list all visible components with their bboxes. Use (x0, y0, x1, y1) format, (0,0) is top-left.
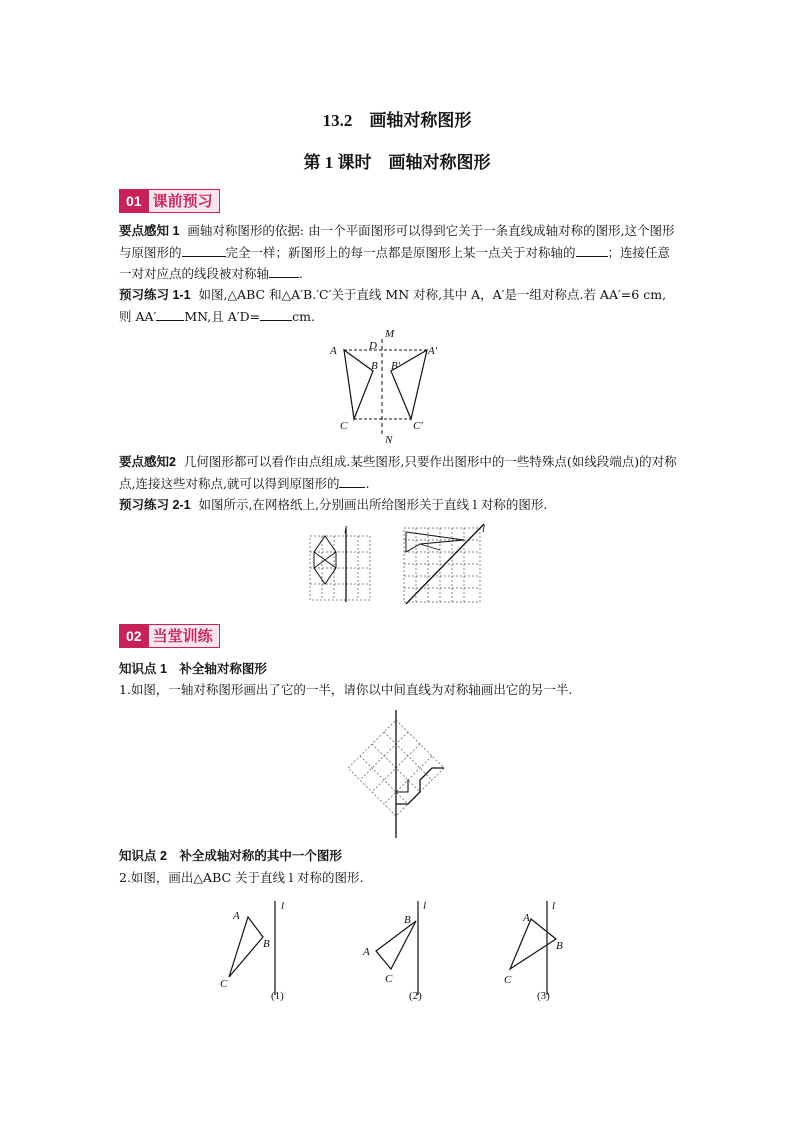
triangle-case-3 (504, 900, 563, 1002)
label-c-1: C (220, 978, 228, 990)
label-n: N (385, 434, 393, 446)
figure-three-triangles (215, 895, 595, 1005)
exercise-2-1-text: 如图所示,在网格纸上,分别画出所给图形关于直线 l 对称的图形. (198, 497, 548, 512)
label-l-1: l (281, 900, 285, 912)
answer-blank[interactable] (260, 308, 292, 321)
section-title: 13.2 画轴对称图形 (322, 111, 472, 130)
key-point-2 (119, 451, 677, 494)
label-c-3: C (504, 974, 512, 986)
section-badge-practice (119, 624, 220, 648)
triangle-1 (229, 917, 263, 977)
figure-diamond-grid (339, 708, 451, 840)
section-number: 02 (119, 624, 149, 648)
exercise-1-1-text-a: 如图,△ABC 和△A′B.′C′关于直线 MN 对称,其中 A，A′是一组对称点.若 AA′=6 cm,则 AA′ (119, 287, 667, 324)
label-b-prime: B′ (391, 360, 401, 372)
caption-1: (1) (271, 990, 284, 1002)
label-a-2: A (363, 946, 370, 958)
key-point-1-text-a: 画轴对称图形的依据: 由一个平面图形可以得到它关于一条直线成轴对称的图形,这个图形与原图形的 (119, 223, 675, 260)
key-point-1-text-c: ；连接任意一对对应点的线段被对称轴 (119, 245, 671, 281)
triangle-2 (376, 921, 416, 969)
label-a: A (330, 345, 337, 357)
knowledge-point-2: 知识点 2 补全成轴对称的其中一个图形 (119, 849, 342, 863)
label-l-right: l (482, 523, 486, 535)
arrow-inner-line (420, 544, 440, 550)
answer-blank[interactable] (339, 475, 365, 488)
label-b-2: B (404, 914, 411, 926)
label-b-1: B (263, 938, 270, 950)
label-a-prime: A′ (428, 345, 438, 357)
exercise-1-1 (119, 284, 677, 327)
answer-blank[interactable] (576, 244, 608, 257)
arrow-shape (406, 532, 464, 552)
half-shape (396, 768, 444, 804)
answer-blank[interactable] (182, 244, 226, 257)
caption-3: (3) (537, 990, 550, 1002)
key-point-2-text: 几何图形都可以看作由点组成.某些图形,只要作出图形中的一些特殊点(如线段端点)的对称点,连接这些对称点,就可以得到原图形的 (119, 454, 677, 491)
exercise-1-1-label: 预习练习 1-1 (119, 288, 191, 302)
section-label: 课前预习 (149, 189, 220, 213)
label-a-1: A (233, 910, 240, 922)
exercise-1-1-text-c: cm. (292, 309, 315, 324)
exercise-2-1-label: 预习练习 2-1 (119, 498, 191, 512)
label-b: B (371, 360, 378, 372)
knowledge-point-1: 知识点 1 补全轴对称图形 (119, 662, 267, 676)
label-c-prime: C′ (413, 420, 423, 432)
section-label: 当堂训练 (149, 624, 220, 648)
triangle-3 (510, 919, 556, 969)
label-d: D (369, 340, 377, 352)
key-point-1-text-b: 完全一样；新图形上的每一点都是原图形上某一点关于对称轴的 (225, 245, 576, 260)
period: . (299, 266, 303, 281)
label-l-2: l (423, 900, 427, 912)
answer-blank[interactable] (156, 308, 184, 321)
answer-blank[interactable] (269, 265, 299, 278)
section-badge-preview (119, 189, 220, 213)
triangle-case-2 (362, 900, 426, 1002)
key-point-1-label: 要点感知 1 (119, 224, 180, 238)
label-b-3: B (556, 940, 563, 952)
label-l-3: l (552, 900, 556, 912)
triangle-case-1 (220, 900, 284, 1002)
figure-grid-drawings (308, 522, 490, 604)
label-c-2: C (385, 973, 393, 985)
label-c: C (340, 420, 348, 432)
label-a-3: A (523, 912, 530, 924)
caption-2: (2) (409, 990, 422, 1002)
exercise-1-1-text-b: MN,且 A′D= (184, 309, 261, 324)
key-point-1 (119, 220, 677, 284)
figure-symmetric-triangles (325, 325, 445, 447)
exercise-2-1 (119, 494, 677, 516)
period: . (365, 476, 370, 491)
label-l-left: l (344, 524, 348, 536)
section-number: 01 (119, 189, 149, 213)
key-point-2-label: 要点感知2 (119, 455, 176, 469)
triangle-abc (344, 350, 373, 419)
question-1: 1.如图，一轴对称图形画出了它的一半，请你以中间直线为对称轴画出它的另一半. (119, 682, 573, 697)
label-m: M (385, 328, 395, 340)
lesson-title: 第 1 课时 画轴对称图形 (303, 153, 491, 172)
question-2: 2.如图，画出△ABC 关于直线 l 对称的图形. (119, 870, 364, 885)
